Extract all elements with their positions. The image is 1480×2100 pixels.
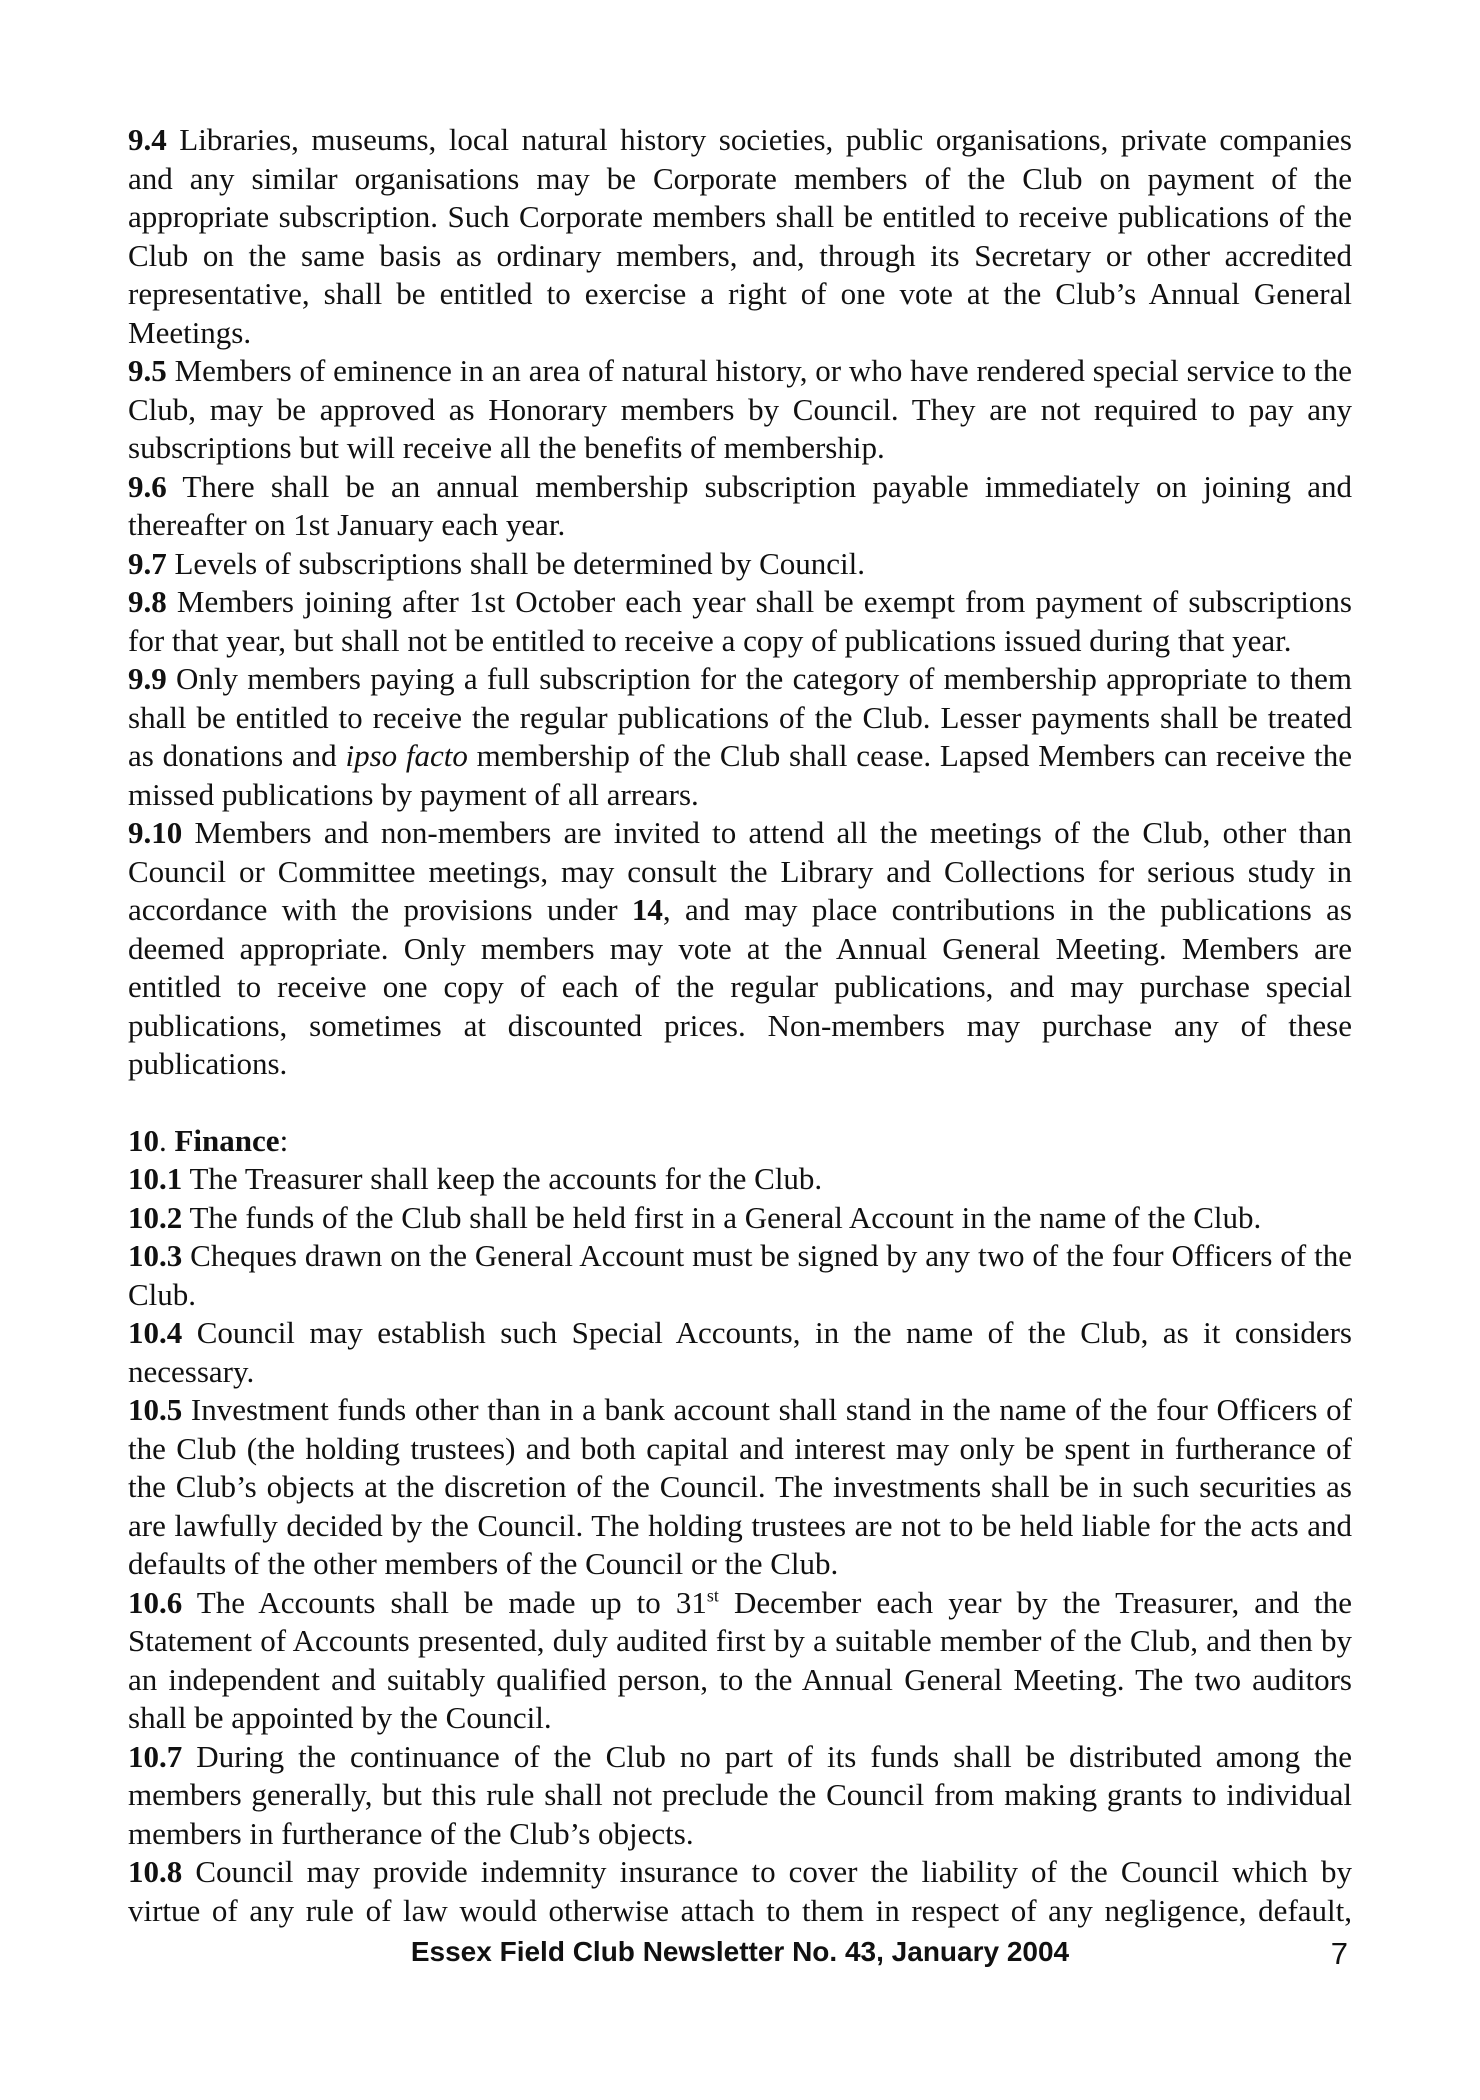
- paragraph-number: 9.4: [128, 122, 167, 157]
- paragraph-text-continued: membership of the Club shall cease. Lapsed Members can receive the missed publications by payment of all arrears.: [128, 738, 1352, 812]
- page-number: 7: [1330, 1936, 1348, 1971]
- paragraph-text: Members and non-members are invited to attend all the meetings of the Club, other than Council or Committee meetings, may consult the Library and Collections for serious study in accordance with the provisions under: [128, 815, 1352, 927]
- paragraph-number: 9.7: [128, 545, 167, 581]
- paragraph-text: Libraries, museums, local natural history societies, public organisations, private companies and any similar organisations may be Corporate members of the Club on payment of the appropriate subscription. Such Corporate members shall be entitled to receive publications of the Club on the same basis as ordinary members, and, through its Secretary or other accredited representative, shall be entitled to exercise a right of one vote at the Club’s Annual General Meetings.: [128, 122, 1352, 350]
- section-heading-finance: 10. Finance:: [128, 1122, 289, 1158]
- paragraph-number: 9.9: [128, 661, 167, 696]
- paragraph-number: 10.2: [128, 1199, 183, 1235]
- latin-phrase: ipso facto: [345, 738, 468, 773]
- rule-reference: 14: [631, 892, 663, 927]
- paragraph-9-10: [128, 814, 1352, 1084]
- paragraph-10-2: [128, 1199, 1352, 1238]
- paragraph-text: Levels of subscriptions shall be determined by Council.: [166, 545, 865, 581]
- paragraph-number: 10.7: [128, 1738, 183, 1774]
- paragraph-text: Members of eminence in an area of natural history, or who have rendered special service to the Club, may be approved as Honorary members by Council. They are not required to pay any subscriptions but will receive all the benefits of membership.: [128, 353, 1352, 465]
- paragraph-text: Council may establish such Special Accounts, in the name of the Club, as it considers necessary.: [128, 1315, 1352, 1389]
- paragraph-9-9: [128, 660, 1352, 814]
- page-footer: [128, 1936, 1352, 1980]
- paragraph-9-6: [128, 468, 1352, 545]
- paragraph-text: Only members paying a full subscription for the category of membership appropriate to them shall be entitled to receive the regular publications of the Club. Lesser payments shall be treated as donations and: [128, 661, 1352, 773]
- paragraph-10-5: [128, 1391, 1352, 1584]
- paragraph-text: The Treasurer shall keep the accounts for the Club.: [182, 1161, 823, 1196]
- paragraph-number: 9.8: [128, 584, 167, 619]
- paragraph-number: 10.8: [128, 1854, 183, 1889]
- paragraph-text: Council may provide indemnity insurance to cover the liability of the Council which by virtue of any rule of law would otherwise attach to them in respect of any negligence, default,: [128, 1854, 1352, 1928]
- section-spacer: [128, 1084, 1352, 1122]
- paragraph-number: 10.3: [128, 1238, 183, 1273]
- paragraph-10-7: [128, 1738, 1352, 1854]
- paragraph-text: Investment funds other than in a bank account shall stand in the name of the four Officers of the Club (the holding trustees) and both capital and interest may only be spent in furtherance of the Club’s objects at the discretion of the Council. The investments shall be in such securities as are lawfully decided by the Council. The holding trustees are not to be held liable for the acts and defaults of the other members of the Council or the Club.: [128, 1392, 1352, 1581]
- paragraph-number: 10.6: [128, 1584, 183, 1620]
- paragraph-text: There shall be an annual membership subscription payable immediately on joining and thereafter on 1st January each year.: [128, 468, 1352, 542]
- paragraph-10-1: [128, 1160, 1352, 1199]
- paragraph-9-5: [128, 352, 1352, 468]
- paragraph-9-8: [128, 583, 1352, 660]
- paragraph-number: 9.5: [128, 353, 167, 388]
- document-body: [128, 121, 1352, 1930]
- paragraph-text: Cheques drawn on the General Account must be signed by any two of the four Officers of the Club.: [128, 1238, 1352, 1312]
- paragraph-9-7: [128, 545, 1352, 584]
- paragraph-number: 10.1: [128, 1161, 183, 1196]
- paragraph-number: 10.4: [128, 1315, 183, 1350]
- paragraph-10-3: [128, 1237, 1352, 1314]
- paragraph-text: During the continuance of the Club no part of its funds shall be distributed among the members generally, but this rule shall not preclude the Council from making grants to individual members in furtherance of the Club’s objects.: [128, 1738, 1352, 1851]
- paragraph-10-6: [128, 1584, 1352, 1738]
- paragraph-9-4: [128, 121, 1352, 352]
- paragraph-text-continued: December each year by the Treasurer, and the Statement of Accounts presented, duly audited first by a suitable member of the Club, and then by an independent and suitably qualified person, to the Annual General Meeting. The two auditors shall be appointed by the Council.: [128, 1584, 1353, 1735]
- paragraph-10-4: [128, 1314, 1352, 1391]
- paragraph-number: 10.5: [128, 1392, 183, 1427]
- paragraph-number: 9.6: [128, 468, 167, 504]
- newsletter-title: Essex Field Club Newsletter No. 43, January 2004: [410, 1936, 1070, 1967]
- paragraph-text: The funds of the Club shall be held first in a General Account in the name of the Club.: [182, 1199, 1262, 1235]
- paragraph-text: Members joining after 1st October each year shall be exempt from payment of subscriptions for that year, but shall not be entitled to receive a copy of publications issued during that year.: [128, 584, 1352, 658]
- paragraph-number: 9.10: [128, 815, 183, 850]
- paragraph-10-8: [128, 1853, 1352, 1930]
- ordinal-suffix: st: [706, 1585, 719, 1606]
- paragraph-text: The Accounts shall be made up to 31: [182, 1584, 707, 1620]
- section-title: Finance: [174, 1122, 280, 1158]
- paragraph-text-continued: , and may place contributions in the publications as deemed appropriate. Only members may vote at the Annual General Meeting. Members are entitled to receive one copy of each of the regular publications, and may purchase special publications, sometimes at discounted prices. Non-members may purchase any of these publications.: [128, 892, 1352, 1081]
- section-number: 10: [128, 1122, 159, 1158]
